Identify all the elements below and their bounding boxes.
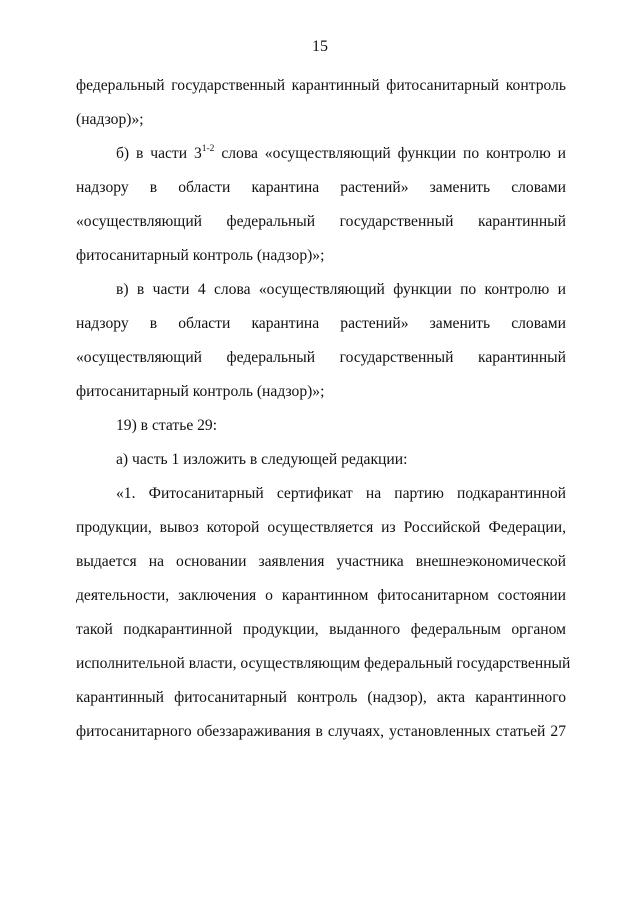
text-line: (надзор)»; [76,111,144,128]
text-line: выдается на основании заявления участника внешнеэкономической [76,553,566,570]
text-line: надзору в области карантина растений» заменить словами [76,315,566,332]
text-line: 19) в статье 29: [116,417,218,434]
text-line: такой подкарантинной продукции, выданного федеральным органом [76,621,566,638]
text-line: в) в части 4 слова «осуществляющий функции по контролю и [116,281,566,298]
text-line: фитосанитарного обеззараживания в случаях, установленных статьей 27 [76,723,566,740]
text-line [76,143,566,177]
item-b-lead: б) в части 3 [116,145,202,162]
item-b-rest: слова «осуществляющий функции по контролю и [214,145,566,162]
text-line: фитосанитарный контроль (надзор)»; [76,383,325,400]
text-line: фитосанитарный контроль (надзор)»; [76,247,325,264]
text-line: «1. Фитосанитарный сертификат на партию подкарантинной [116,485,566,502]
text-line: «осуществляющий федеральный государственный карантинный [76,349,566,366]
part-superscript: 1-2 [201,144,215,154]
text-line: исполнительной власти, осуществляющим федеральный государственный [76,655,571,672]
page-number: 15 [312,38,328,55]
text-line: деятельности, заключения о карантинном фитосанитарном состоянии [76,587,566,604]
text-line: карантинный фитосанитарный контроль (надзор), акта карантинного [76,689,566,706]
text-line: «осуществляющий федеральный государственный карантинный [76,213,566,230]
text-line: продукции, вывоз которой осуществляется из Российской Федерации, [76,519,566,536]
document-body [76,75,571,755]
text-line: надзору в области карантина растений» заменить словами [76,179,566,196]
text-line: а) часть 1 изложить в следующей редакции: [116,451,408,468]
text-line: федеральный государственный карантинный фитосанитарный контроль [76,77,566,94]
